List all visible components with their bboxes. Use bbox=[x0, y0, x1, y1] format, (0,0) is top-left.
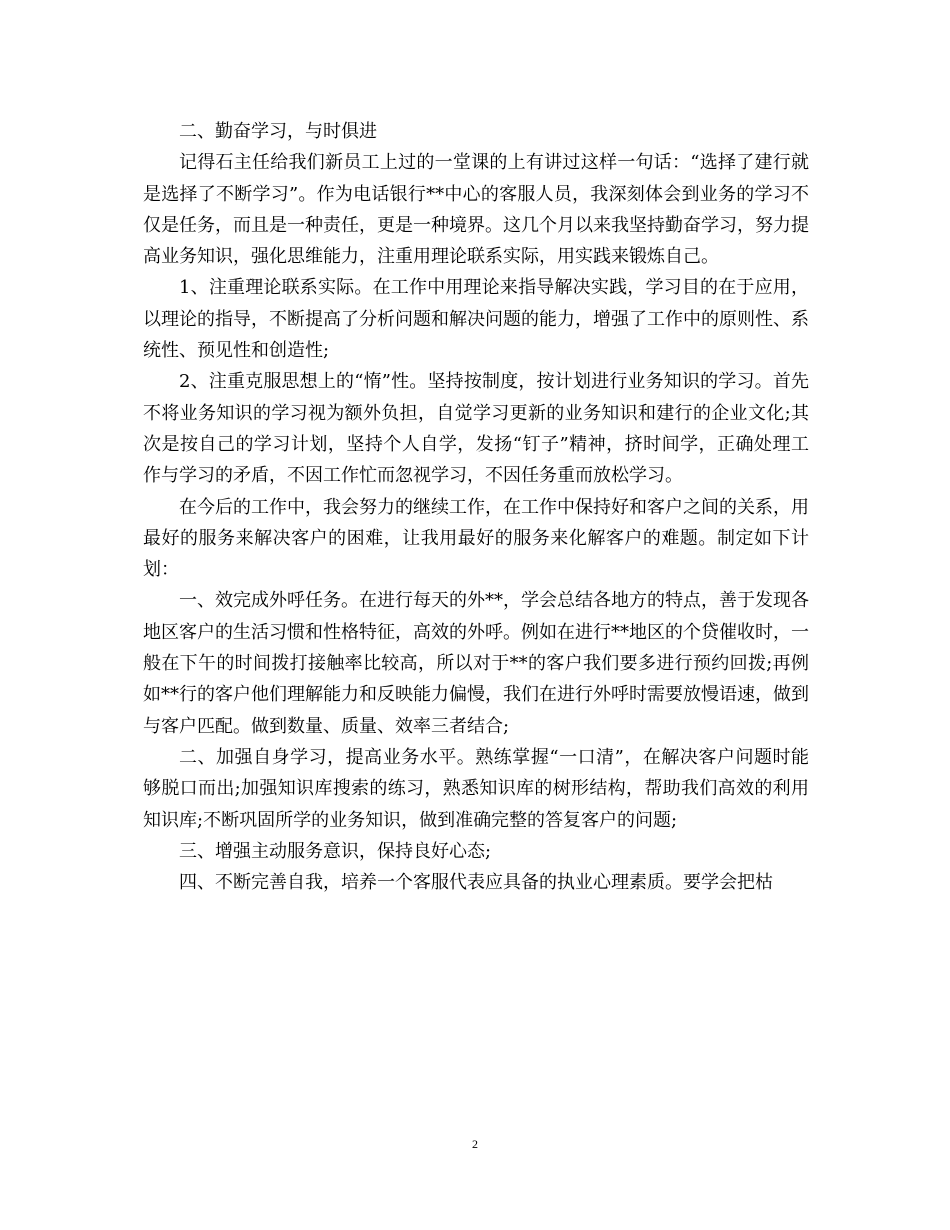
plan-item-4: 四、不断完善自我，培养一个客服代表应具备的执业心理素质。要学会把枯 bbox=[179, 872, 773, 894]
paragraph-item-1: 1、注重理论联系实际。在工作中用理论来指导解决实践，学习目的在于应用，以理论的指导，不断提高了分析问题和解决问题的能力，增强了工作中的原则性、系统性、预见性和创造性; bbox=[143, 277, 809, 362]
paragraph-item-2: 2、注重克服思想上的“惰”性。坚持按制度，按计划进行业务知识的学习。首先不将业务知识的学习视为额外负担，自觉学习更新的业务知识和建行的企业文化;其次是按自己的学习计划，坚持个人自学，发扬“钉子”精神，挤时间学，正确处理工作与学习的矛盾，不因工作忙而忽视学习，不因任务重而放松学习。 bbox=[143, 371, 809, 487]
plan-item-3: 三、增强主动服务意识，保持良好心态; bbox=[179, 840, 492, 862]
plan-item-1: 一、效完成外呼任务。在进行每天的外**，学会总结各地方的特点，善于发现各地区客户的生活习惯和性格特征，高效的外呼。例如在进行**地区的个贷催收时，一般在下午的时间拨打接触率比较高，所以对于**的客户我们要多进行预约回拨;再例如**行的客户他们理解能力和反映能力偏慢，我们在进行外呼时需要放慢语速，做到与客户匹配。做到数量、质量、效率三者结合; bbox=[143, 590, 809, 737]
section-heading-study: 二、勤奋学习，与时俱进 bbox=[179, 121, 377, 142]
paragraph-intro: 记得石主任给我们新员工上过的一堂课的上有讲过这样一句话：“选择了建行就是选择了不断学习”。作为电话银行**中心的客服人员，我深刻体会到业务的学习不仅是任务，而且是一种责任，更是一种境界。这几个月以来我坚持勤奋学习，努力提高业务知识，强化思维能力，注重用理论联系实际，用实践来锻炼自己。 bbox=[143, 152, 809, 268]
body-text bbox=[143, 116, 809, 898]
plan-item-2: 二、加强自身学习，提高业务水平。熟练掌握“一口清”，在解决客户问题时能够脱口而出;加强知识库搜索的练习，熟悉知识库的树形结构，帮助我们高效的利用知识库;不断巩固所学的业务知识，做到准确完整的答复客户的问题; bbox=[143, 746, 809, 831]
page-number: 2 bbox=[472, 1137, 478, 1151]
paragraph-future-plan: 在今后的工作中，我会努力的继续工作，在工作中保持好和客户之间的关系，用最好的服务来解决客户的困难，让我用最好的服务来化解客户的难题。制定如下计划： bbox=[143, 496, 809, 581]
